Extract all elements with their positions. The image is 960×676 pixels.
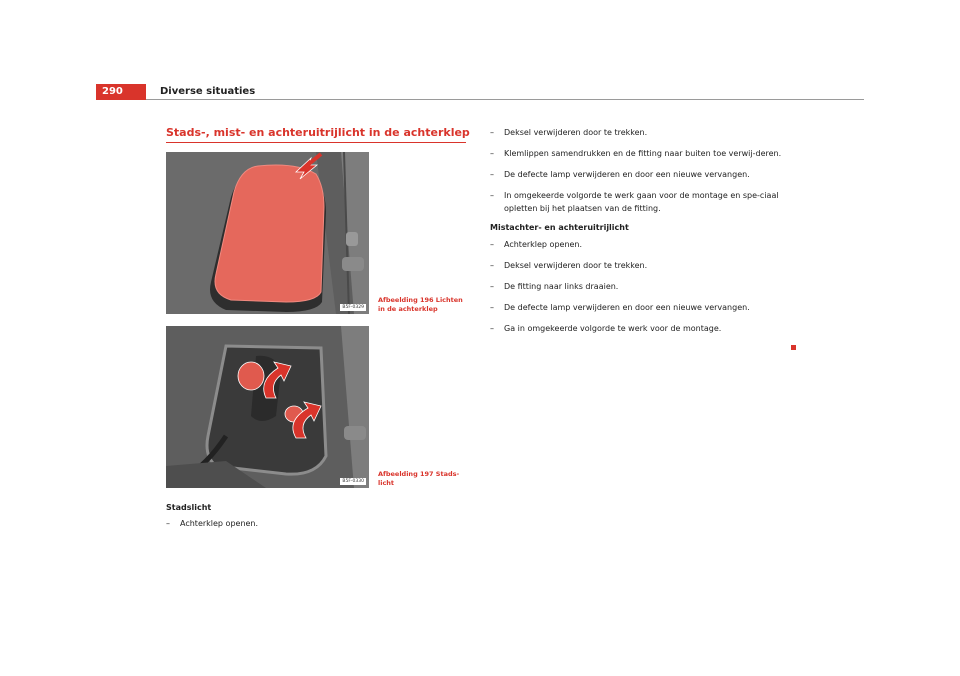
dash-marker: – (490, 191, 494, 200)
section-title: Stads-, mist- en achteruitrijlicht in de achterklep (166, 126, 470, 139)
right-column-text (490, 126, 790, 343)
list-item (490, 322, 790, 335)
list-item (490, 126, 790, 139)
list-item-text: In omgekeerde volgorde te werk gaan voor de montage en spe-ciaal opletten bij het plaatsen van de fitting. (504, 191, 779, 213)
figure-parking-light (166, 326, 369, 488)
list-item (490, 238, 790, 251)
list-item-text: De fitting naar links draaien. (504, 282, 619, 291)
dash-marker: – (490, 261, 494, 270)
list-item (490, 301, 790, 314)
header-divider (146, 99, 864, 100)
list-item-text: De defecte lamp verwijderen en door een nieuwe vervangen. (504, 303, 750, 312)
figure-tailgate-lights (166, 152, 369, 314)
figure-caption: Afbeelding 197 Stads-licht (378, 470, 460, 487)
list-item-text: Deksel verwijderen door te trekken. (504, 261, 648, 270)
figure-code: B5F-0330 (342, 479, 364, 484)
dash-marker: – (490, 128, 494, 137)
dash-marker: – (490, 170, 494, 179)
list-item-text: Ga in omgekeerde volgorde te werk voor de montage. (504, 324, 722, 333)
list-item (490, 168, 790, 181)
figure-code: B5F-0329 (342, 305, 364, 310)
list-item (490, 259, 790, 272)
dash-marker: – (490, 303, 494, 312)
list-item (490, 189, 790, 215)
list-item (490, 147, 790, 160)
list-item-text: Achterklep openen. (180, 519, 259, 528)
subheading-mistachter: Mistachter- en achteruitrijlicht (490, 223, 629, 232)
tailgate-cover-illustration (166, 152, 369, 314)
section-end-marker (791, 345, 796, 350)
figure-caption: Afbeelding 196 Lichten in de achterklep (378, 296, 463, 313)
list-item-text: Achterklep openen. (504, 240, 583, 249)
page-number: 290 (96, 84, 146, 100)
bulb-holder-illustration (166, 326, 369, 488)
header-title: Diverse situaties (160, 86, 256, 97)
list-item (490, 280, 790, 293)
dash-marker: – (490, 282, 494, 291)
list-item-text: Deksel verwijderen door te trekken. (504, 128, 648, 137)
dash-marker: – (490, 240, 494, 249)
list-item-text: De defecte lamp verwijderen en door een nieuwe vervangen. (504, 170, 750, 179)
left-column-text (166, 501, 406, 538)
dash-marker: – (166, 519, 170, 528)
list-item (166, 517, 406, 530)
subheading-stadslicht: Stadslicht (166, 503, 212, 512)
list-item-text: Klemlippen samendrukken en de fitting naar buiten toe verwij-deren. (504, 149, 782, 158)
dash-marker: – (490, 149, 494, 158)
section-divider (166, 142, 466, 143)
dash-marker: – (490, 324, 494, 333)
